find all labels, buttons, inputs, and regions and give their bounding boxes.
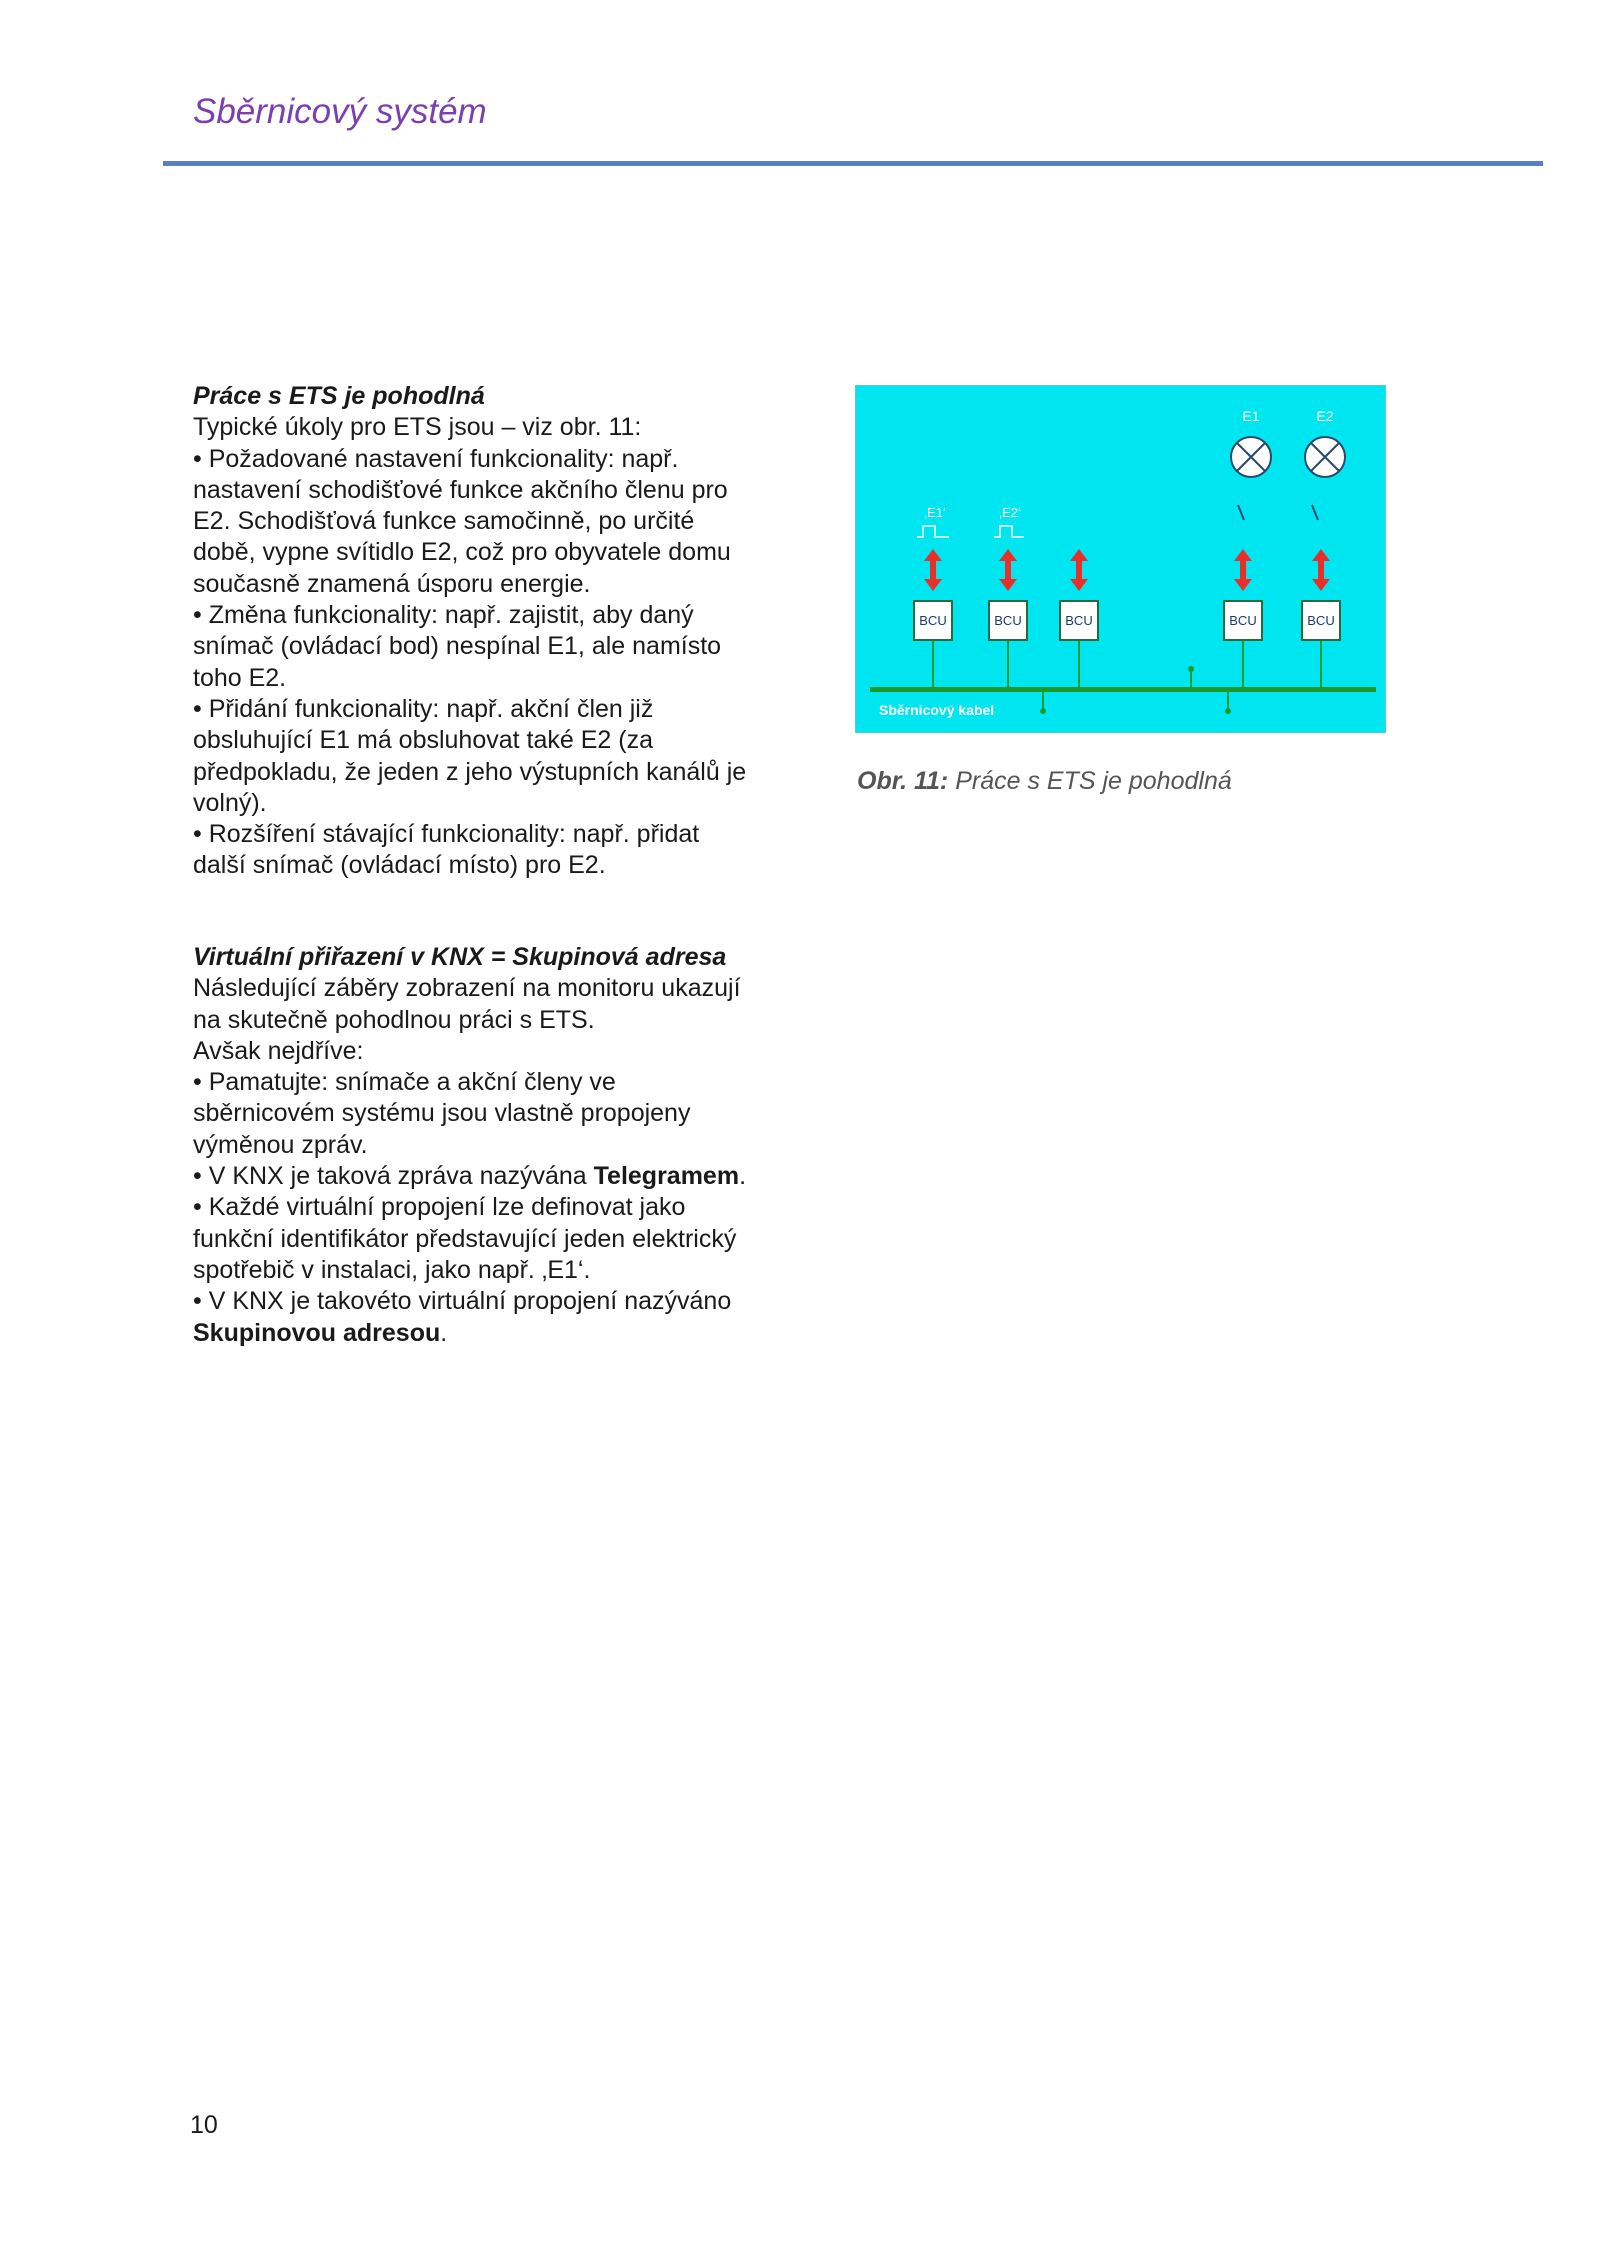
bus-cable <box>870 687 1376 692</box>
page-number: 10 <box>190 2111 218 2139</box>
bullet-text: • V KNX je takovéto virtuální propojení nazýváno <box>193 1287 732 1316</box>
bold-term: Telegramem <box>593 1162 740 1191</box>
section-title: Práce s ETS je pohodlná <box>193 382 485 410</box>
lamp-icon <box>1231 437 1271 477</box>
bcu-label: BCU <box>994 613 1022 628</box>
bullet-item: • Požadované nastavení funkcionality: např. nastavení schodišťové funkce akčního členu pro E2. Schodišťová funkce samočinně, po určité době, vypne svítidlo E2, což pro obyvatele domu současně znamená úsporu energie. <box>193 444 731 598</box>
bcu-label: BCU <box>1307 613 1335 628</box>
bullet-item: • Změna funkcionality: např. zajistit, aby daný snímač (ovládací bod) nespínal E1, ale namísto toho E2. <box>193 601 722 692</box>
figure-caption-label: Obr. 11: <box>857 767 949 795</box>
bcu-unit <box>1224 601 1262 640</box>
lamp-label: E2 <box>1316 408 1334 424</box>
section-group-address <box>193 942 753 1349</box>
lamp-icon <box>1305 437 1345 477</box>
lamp-label: E1 <box>1242 408 1260 424</box>
bcu-label: BCU <box>1065 613 1093 628</box>
bullet-item: • Přidání funkcionality: např. akční člen již obsluhující E1 má obsluhovat také E2 (za předpokladu, že jeden z jeho výstupních kanálů je volný). <box>193 694 747 817</box>
section-intro: Avšak nejdříve: <box>193 1036 364 1065</box>
bcu-unit <box>1302 601 1340 640</box>
switch-label: ‚E1‘ <box>924 505 946 520</box>
bcu-label: BCU <box>919 613 947 628</box>
bcu-unit <box>989 601 1027 640</box>
page-header-title: Sběrnicový systém <box>193 92 487 131</box>
section-ets <box>193 381 753 882</box>
figure-caption-text: Práce s ETS je pohodlná <box>948 767 1232 795</box>
section-intro: Následující záběry zobrazení na monitoru ukazují na skutečně pohodlnou práci s ETS. <box>193 974 741 1034</box>
bullet-item <box>193 1161 753 1192</box>
bullet-item: • Každé virtuální propojení lze definovat jako funkční identifikátor představující jeden elektrický spotřebič v instalaci, jako např. ‚E1‘. <box>193 1193 737 1284</box>
bullet-text: • V KNX je taková zpráva nazývána <box>193 1162 594 1191</box>
section-title: Virtuální přiřazení v KNX = Skupinová adresa <box>193 943 727 971</box>
bold-term: Skupinovou adresou <box>193 1318 441 1347</box>
figure-caption <box>857 767 1232 796</box>
bullet-item <box>193 1286 753 1349</box>
header-rule <box>163 161 1543 166</box>
bullet-text: . <box>440 1318 448 1347</box>
switch-label: ‚E2‘ <box>999 505 1021 520</box>
bullet-text: . <box>739 1162 747 1191</box>
section-intro: Typické úkoly pro ETS jsou – viz obr. 11: <box>193 413 642 442</box>
bullet-item: • Pamatujte: snímače a akční členy ve sběrnicovém systému jsou vlastně propojeny výměnou zpráv. <box>193 1068 691 1159</box>
bullet-item: • Rozšíření stávající funkcionality: např. přidat další snímač (ovládací místo) pro E2. <box>193 820 700 880</box>
bus-cable-label: Sběrnicový kabel <box>879 702 995 718</box>
bcu-unit <box>1060 601 1098 640</box>
bcu-label: BCU <box>1229 613 1257 628</box>
bcu-unit <box>914 601 952 640</box>
bus-system-diagram <box>855 385 1386 733</box>
